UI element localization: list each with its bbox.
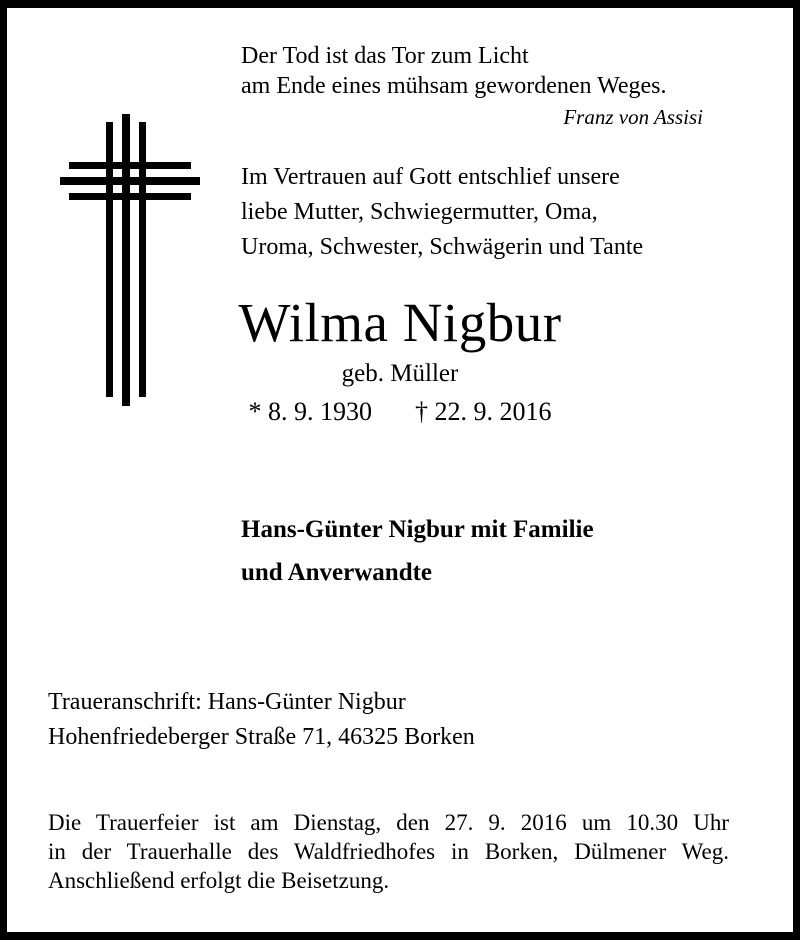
cross-horizontal-bottom-stroke xyxy=(69,193,191,200)
survivors-line: Hans-Günter Nigbur mit Familie xyxy=(241,516,594,543)
announcement-line: Uroma, Schwester, Schwägerin und Tante xyxy=(241,234,644,260)
survivors-line: und Anverwandte xyxy=(241,559,433,586)
mourning-address xyxy=(48,685,748,755)
quote-line: am Ende eines mühsam gewordenen Weges. xyxy=(241,73,667,99)
death-date: 22. 9. 2016 xyxy=(434,397,552,426)
ceremony-line: Die Trauerfeier ist am Dienstag, den 27. 9. 2016 um 10.30 Uhr xyxy=(48,810,729,835)
death-symbol: † xyxy=(415,397,428,426)
survivors-list xyxy=(241,508,741,594)
deceased-details xyxy=(7,292,793,430)
mourning-address-line: Traueranschrift: Hans-Günter Nigbur xyxy=(48,689,406,715)
announcement-line: liebe Mutter, Schwiegermutter, Oma, xyxy=(241,199,598,225)
quote-line: Der Tod ist das Tor zum Licht xyxy=(241,43,529,69)
ceremony-line: Anschließend erfolgt die Beisetzung. xyxy=(48,868,390,893)
epitaph-quote xyxy=(241,41,721,131)
cross-horizontal-top-stroke xyxy=(69,162,191,169)
mourning-address-line: Hohenfriedeberger Straße 71, 46325 Borken xyxy=(48,724,475,750)
birth-symbol: * xyxy=(248,397,262,426)
quote-attribution: Franz von Assisi xyxy=(563,105,703,129)
announcement-text xyxy=(241,160,741,265)
birth-date: 8. 9. 1930 xyxy=(268,397,372,426)
notice-inner xyxy=(7,8,793,932)
ceremony-details xyxy=(48,808,729,895)
deceased-maiden-name: geb. Müller xyxy=(341,360,459,387)
announcement-line: Im Vertrauen auf Gott entschlief unsere xyxy=(241,164,620,190)
ceremony-line: in der Trauerhalle des Waldfriedhofes in Borken, Dülmener Weg. xyxy=(48,839,729,864)
deceased-name: Wilma Nigbur xyxy=(238,292,562,353)
cross-horizontal-center-stroke xyxy=(60,177,200,185)
life-dates xyxy=(7,394,793,430)
